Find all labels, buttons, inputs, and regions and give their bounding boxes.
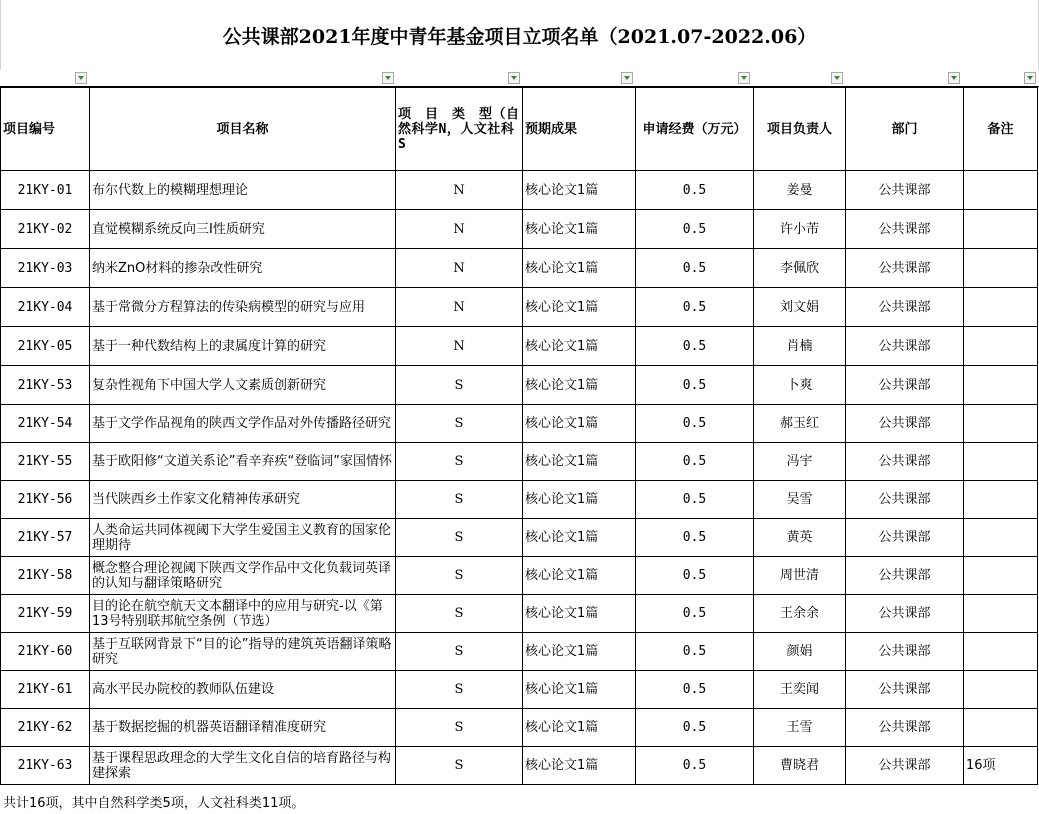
table-row <box>1 249 1038 288</box>
header-code: 项目编号 <box>1 88 90 171</box>
cell-department[interactable]: 公共课部 <box>846 327 964 366</box>
cell-code[interactable]: 21KY-01 <box>1 171 90 210</box>
filter-dropdown-icon[interactable] <box>948 72 960 84</box>
cell-name[interactable]: 纳米ZnO材料的掺杂改性研究 <box>90 249 396 288</box>
cell-funding[interactable]: 0.5 <box>636 595 754 633</box>
cell-type[interactable]: S <box>396 671 523 709</box>
filter-dropdown-icon[interactable] <box>508 72 520 84</box>
filter-dropdown-icon[interactable] <box>1024 72 1036 84</box>
sheet-title: 公共课部2021年度中青年基金项目立项名单（2021.07-2022.06） <box>0 0 1039 70</box>
cell-department[interactable]: 公共课部 <box>846 366 964 405</box>
filter-dropdown-icon[interactable] <box>621 72 633 84</box>
cell-remark[interactable] <box>964 405 1038 443</box>
cell-name[interactable]: 人类命运共同体视阈下大学生爱国主义教育的国家伦理期待 <box>90 519 396 557</box>
cell-department[interactable]: 公共课部 <box>846 405 964 443</box>
cell-department[interactable]: 公共课部 <box>846 633 964 671</box>
cell-code[interactable]: 21KY-58 <box>1 557 90 595</box>
project-table <box>0 87 1038 785</box>
cell-funding[interactable]: 0.5 <box>636 210 754 249</box>
cell-remark[interactable] <box>964 443 1038 481</box>
cell-remark[interactable] <box>964 327 1038 366</box>
cell-remark[interactable] <box>964 709 1038 747</box>
table-row <box>1 210 1038 249</box>
cell-outcome[interactable]: 核心论文1篇 <box>523 366 636 405</box>
table-row <box>1 519 1038 557</box>
cell-department[interactable]: 公共课部 <box>846 709 964 747</box>
cell-funding[interactable]: 0.5 <box>636 405 754 443</box>
table-row <box>1 443 1038 481</box>
cell-code[interactable]: 21KY-62 <box>1 709 90 747</box>
cell-funding[interactable]: 0.5 <box>636 288 754 327</box>
header-remark: 备注 <box>964 88 1038 171</box>
cell-name[interactable]: 基于互联网背景下“目的论”指导的建筑英语翻译策略研究 <box>90 633 396 671</box>
cell-outcome[interactable]: 核心论文1篇 <box>523 671 636 709</box>
cell-code[interactable]: 21KY-63 <box>1 747 90 785</box>
cell-code[interactable]: 21KY-59 <box>1 595 90 633</box>
cell-outcome[interactable]: 核心论文1篇 <box>523 443 636 481</box>
header-name: 项目名称 <box>90 88 396 171</box>
cell-funding[interactable]: 0.5 <box>636 709 754 747</box>
filter-dropdown-icon[interactable] <box>831 72 843 84</box>
cell-department[interactable]: 公共课部 <box>846 249 964 288</box>
cell-type[interactable]: S <box>396 405 523 443</box>
table-row <box>1 366 1038 405</box>
cell-remark[interactable] <box>964 595 1038 633</box>
cell-code[interactable]: 21KY-05 <box>1 327 90 366</box>
cell-outcome[interactable]: 核心论文1篇 <box>523 171 636 210</box>
cell-remark[interactable] <box>964 288 1038 327</box>
cell-department[interactable]: 公共课部 <box>846 595 964 633</box>
cell-leader[interactable]: 曹晓君 <box>754 747 846 785</box>
cell-name[interactable]: 目的论在航空航天文本翻译中的应用与研究-以《第13号特别联邦航空条例（节选） <box>90 595 396 633</box>
cell-leader[interactable]: 王余余 <box>754 595 846 633</box>
header-type: 项 目 类 型（自然科学N，人文社科S <box>396 88 523 171</box>
cell-name[interactable]: 基于课程思政理念的大学生文化自信的培育路径与构建探索 <box>90 747 396 785</box>
cell-department[interactable]: 公共课部 <box>846 519 964 557</box>
table-row <box>1 171 1038 210</box>
cell-leader[interactable]: 吴雪 <box>754 481 846 519</box>
cell-outcome[interactable]: 核心论文1篇 <box>523 405 636 443</box>
cell-code[interactable]: 21KY-02 <box>1 210 90 249</box>
summary-footer: 共计16项，其中自然科学类5项，人文社科类11项。 <box>3 796 305 811</box>
table-row <box>1 481 1038 519</box>
cell-outcome[interactable]: 核心论文1篇 <box>523 481 636 519</box>
cell-department[interactable]: 公共课部 <box>846 443 964 481</box>
cell-outcome[interactable]: 核心论文1篇 <box>523 595 636 633</box>
filter-dropdown-icon[interactable] <box>75 72 87 84</box>
table-row <box>1 405 1038 443</box>
cell-remark[interactable] <box>964 210 1038 249</box>
cell-type[interactable]: N <box>396 249 523 288</box>
cell-remark[interactable] <box>964 171 1038 210</box>
cell-name[interactable]: 当代陕西乡土作家文化精神传承研究 <box>90 481 396 519</box>
cell-outcome[interactable]: 核心论文1篇 <box>523 519 636 557</box>
cell-type[interactable]: N <box>396 171 523 210</box>
cell-type[interactable]: S <box>396 633 523 671</box>
cell-leader[interactable]: 王雪 <box>754 709 846 747</box>
cell-leader[interactable]: 许小芾 <box>754 210 846 249</box>
cell-leader[interactable]: 姜曼 <box>754 171 846 210</box>
cell-name[interactable]: 复杂性视角下中国大学人文素质创新研究 <box>90 366 396 405</box>
cell-department[interactable]: 公共课部 <box>846 210 964 249</box>
cell-code[interactable]: 21KY-60 <box>1 633 90 671</box>
cell-leader[interactable]: 郝玉红 <box>754 405 846 443</box>
cell-name[interactable]: 概念整合理论视阈下陕西文学作品中文化负载词英译的认知与翻译策略研究 <box>90 557 396 595</box>
cell-leader[interactable]: 刘文娟 <box>754 288 846 327</box>
cell-remark[interactable] <box>964 481 1038 519</box>
cell-name[interactable]: 布尔代数上的模糊理想理论 <box>90 171 396 210</box>
cell-type[interactable]: N <box>396 210 523 249</box>
cell-funding[interactable]: 0.5 <box>636 557 754 595</box>
cell-name[interactable]: 基于一种代数结构上的隶属度计算的研究 <box>90 327 396 366</box>
cell-type[interactable]: S <box>396 557 523 595</box>
header-department: 部门 <box>846 88 964 171</box>
cell-funding[interactable]: 0.5 <box>636 519 754 557</box>
cell-leader[interactable]: 李佩欣 <box>754 249 846 288</box>
cell-code[interactable]: 21KY-03 <box>1 249 90 288</box>
table-row <box>1 671 1038 709</box>
cell-code[interactable]: 21KY-54 <box>1 405 90 443</box>
cell-leader[interactable]: 冯宇 <box>754 443 846 481</box>
cell-funding[interactable]: 0.5 <box>636 443 754 481</box>
cell-remark[interactable] <box>964 557 1038 595</box>
table-row <box>1 557 1038 595</box>
cell-type[interactable]: S <box>396 519 523 557</box>
cell-funding[interactable]: 0.5 <box>636 633 754 671</box>
cell-code[interactable]: 21KY-61 <box>1 671 90 709</box>
cell-leader[interactable]: 黄英 <box>754 519 846 557</box>
cell-type[interactable]: S <box>396 747 523 785</box>
cell-department[interactable]: 公共课部 <box>846 747 964 785</box>
autofilter-row <box>0 70 1039 87</box>
cell-code[interactable]: 21KY-57 <box>1 519 90 557</box>
filter-dropdown-icon[interactable] <box>382 72 394 84</box>
table-row <box>1 595 1038 633</box>
table-row <box>1 633 1038 671</box>
cell-department[interactable]: 公共课部 <box>846 481 964 519</box>
cell-funding[interactable]: 0.5 <box>636 747 754 785</box>
cell-code[interactable]: 21KY-56 <box>1 481 90 519</box>
cell-department[interactable]: 公共课部 <box>846 671 964 709</box>
cell-code[interactable]: 21KY-53 <box>1 366 90 405</box>
cell-funding[interactable]: 0.5 <box>636 366 754 405</box>
cell-funding[interactable]: 0.5 <box>636 327 754 366</box>
cell-leader[interactable]: 周世清 <box>754 557 846 595</box>
cell-funding[interactable]: 0.5 <box>636 481 754 519</box>
cell-remark[interactable]: 16项 <box>964 747 1038 785</box>
cell-department[interactable]: 公共课部 <box>846 557 964 595</box>
cell-type[interactable]: S <box>396 443 523 481</box>
table-row <box>1 709 1038 747</box>
cell-funding[interactable]: 0.5 <box>636 249 754 288</box>
cell-funding[interactable]: 0.5 <box>636 671 754 709</box>
header-funding: 申请经费（万元） <box>636 88 754 171</box>
cell-code[interactable]: 21KY-04 <box>1 288 90 327</box>
cell-type[interactable]: S <box>396 595 523 633</box>
cell-name[interactable]: 高水平民办院校的教师队伍建设 <box>90 671 396 709</box>
cell-outcome[interactable]: 核心论文1篇 <box>523 747 636 785</box>
cell-leader[interactable]: 颜娟 <box>754 633 846 671</box>
cell-remark[interactable] <box>964 633 1038 671</box>
cell-department[interactable]: 公共课部 <box>846 288 964 327</box>
cell-type[interactable]: S <box>396 366 523 405</box>
cell-name[interactable]: 直觉模糊系统反向三I性质研究 <box>90 210 396 249</box>
cell-remark[interactable] <box>964 519 1038 557</box>
cell-name[interactable]: 基于欧阳修“文道关系论”看辛弃疾“登临词”家国情怀 <box>90 443 396 481</box>
cell-name[interactable]: 基于常微分方程算法的传染病模型的研究与应用 <box>90 288 396 327</box>
cell-leader[interactable]: 王奕闻 <box>754 671 846 709</box>
cell-outcome[interactable]: 核心论文1篇 <box>523 327 636 366</box>
table-row <box>1 288 1038 327</box>
cell-name[interactable]: 基于数据挖掘的机器英语翻译精准度研究 <box>90 709 396 747</box>
cell-outcome[interactable]: 核心论文1篇 <box>523 709 636 747</box>
cell-outcome[interactable]: 核心论文1篇 <box>523 633 636 671</box>
cell-code[interactable]: 21KY-55 <box>1 443 90 481</box>
filter-dropdown-icon[interactable] <box>738 72 750 84</box>
cell-type[interactable]: N <box>396 327 523 366</box>
cell-leader[interactable]: 肖楠 <box>754 327 846 366</box>
header-leader: 项目负责人 <box>754 88 846 171</box>
header-outcome: 预期成果 <box>523 88 636 171</box>
cell-remark[interactable] <box>964 249 1038 288</box>
cell-type[interactable]: N <box>396 288 523 327</box>
header-row <box>1 88 1038 171</box>
cell-funding[interactable]: 0.5 <box>636 171 754 210</box>
cell-outcome[interactable]: 核心论文1篇 <box>523 249 636 288</box>
cell-outcome[interactable]: 核心论文1篇 <box>523 210 636 249</box>
table-row <box>1 327 1038 366</box>
cell-outcome[interactable]: 核心论文1篇 <box>523 557 636 595</box>
cell-type[interactable]: S <box>396 481 523 519</box>
table-row <box>1 747 1038 785</box>
cell-remark[interactable] <box>964 671 1038 709</box>
cell-outcome[interactable]: 核心论文1篇 <box>523 288 636 327</box>
cell-remark[interactable] <box>964 366 1038 405</box>
cell-leader[interactable]: 卜爽 <box>754 366 846 405</box>
cell-department[interactable]: 公共课部 <box>846 171 964 210</box>
cell-name[interactable]: 基于文学作品视角的陕西文学作品对外传播路径研究 <box>90 405 396 443</box>
cell-type[interactable]: S <box>396 709 523 747</box>
